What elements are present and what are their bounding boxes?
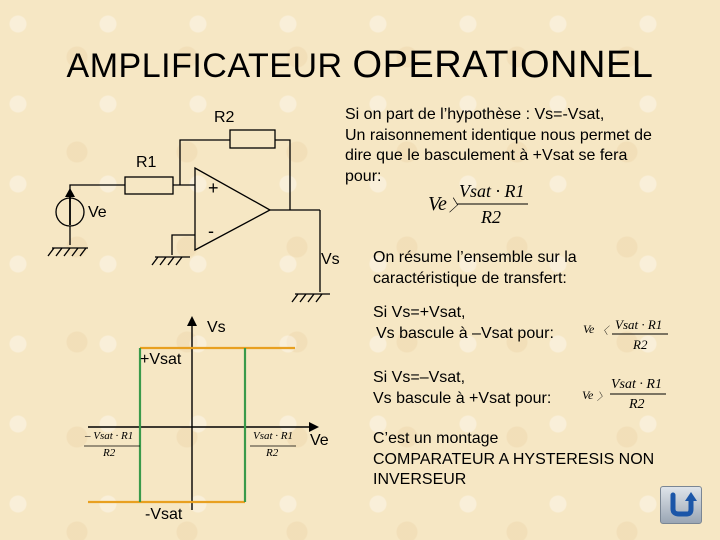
return-arrow-icon [661, 487, 701, 523]
case1-line: Vs bascule à –Vsat pour: [376, 324, 554, 342]
case1-denominator: R2 [633, 337, 648, 352]
case1-relation: 〈 [598, 326, 608, 337]
case2-ve: Ve [582, 388, 594, 402]
opamp-triangle [195, 168, 270, 250]
threshold-pos-denominator: R2 [266, 447, 279, 459]
y-axis-arrow-icon [187, 316, 197, 326]
conclusion-line: C’est un montage [373, 430, 499, 447]
case1-numerator: Vsat · R1 [615, 317, 663, 332]
case1-text [373, 303, 554, 344]
title-part2: OPERATIONNEL [352, 44, 654, 86]
threshold-neg-numerator: – Vsat · R1 [85, 430, 134, 442]
plus-input-label: + [208, 178, 219, 198]
title-part1: AMPLIFICATEUR [66, 47, 343, 85]
feedback-wire [180, 140, 230, 185]
summary-line: caractéristique de transfert: [373, 269, 567, 287]
graph-vs-label: Vs [207, 319, 226, 336]
input-wire [70, 185, 125, 202]
graph-plus-vsat-label: +Vsat [140, 351, 182, 368]
conclusion-line: INVERSEUR [373, 471, 467, 488]
formula-relation: 〉 [449, 198, 466, 215]
graph-minus-vsat-label: -Vsat [145, 506, 183, 523]
ve-label: Ve [88, 204, 107, 221]
summary-line: On résume l’ensemble sur la [373, 249, 577, 266]
case2-relation: 〉 [597, 392, 607, 403]
conclusion-line: COMPARATEUR A HYSTERESIS NON [373, 450, 655, 468]
formula-lhs: Ve [428, 193, 447, 215]
case2-text [373, 368, 551, 409]
r2-resistor [230, 130, 275, 148]
r2-label: R2 [214, 109, 235, 126]
formula-numerator: Vsat · R1 [459, 181, 525, 201]
graph-ve-label: Ve [310, 432, 329, 449]
intro-line: pour: [345, 167, 382, 185]
summary-text [373, 248, 577, 289]
ground-symbol-source [48, 248, 88, 256]
vs-output-label: Vs [321, 251, 340, 268]
minus-input-label: - [208, 221, 214, 241]
intro-line: dire que le basculement à +Vsat se fera [345, 147, 628, 164]
back-button[interactable] [660, 486, 702, 524]
case2-denominator: R2 [629, 397, 645, 412]
feedback-wire-right [275, 140, 290, 210]
threshold-pos-numerator: Vsat · R1 [253, 430, 294, 442]
intro-paragraph [345, 105, 652, 187]
source-arrow-icon [65, 188, 75, 225]
r1-resistor [125, 177, 173, 194]
transfer-graph [84, 316, 319, 510]
case2-line: Si Vs=–Vsat, [373, 369, 466, 386]
formula-denominator: R2 [481, 207, 501, 227]
case2-line: Vs bascule à +Vsat pour: [373, 389, 552, 407]
ground-symbol-output [292, 294, 330, 302]
threshold-neg-denominator: R2 [103, 447, 116, 459]
r1-label: R1 [136, 154, 157, 171]
intro-line: Un raisonnement identique nous permet de [345, 126, 652, 144]
minus-wire [172, 235, 195, 255]
intro-line: Si on part de l’hypothèse : Vs=-Vsat, [345, 106, 605, 123]
case2-numerator: Vsat · R1 [611, 377, 662, 392]
case1-ve: Ve [583, 322, 595, 336]
conclusion-text [373, 429, 654, 491]
ground-symbol-minus [152, 257, 190, 265]
case1-line: Si Vs=+Vsat, [373, 304, 466, 321]
